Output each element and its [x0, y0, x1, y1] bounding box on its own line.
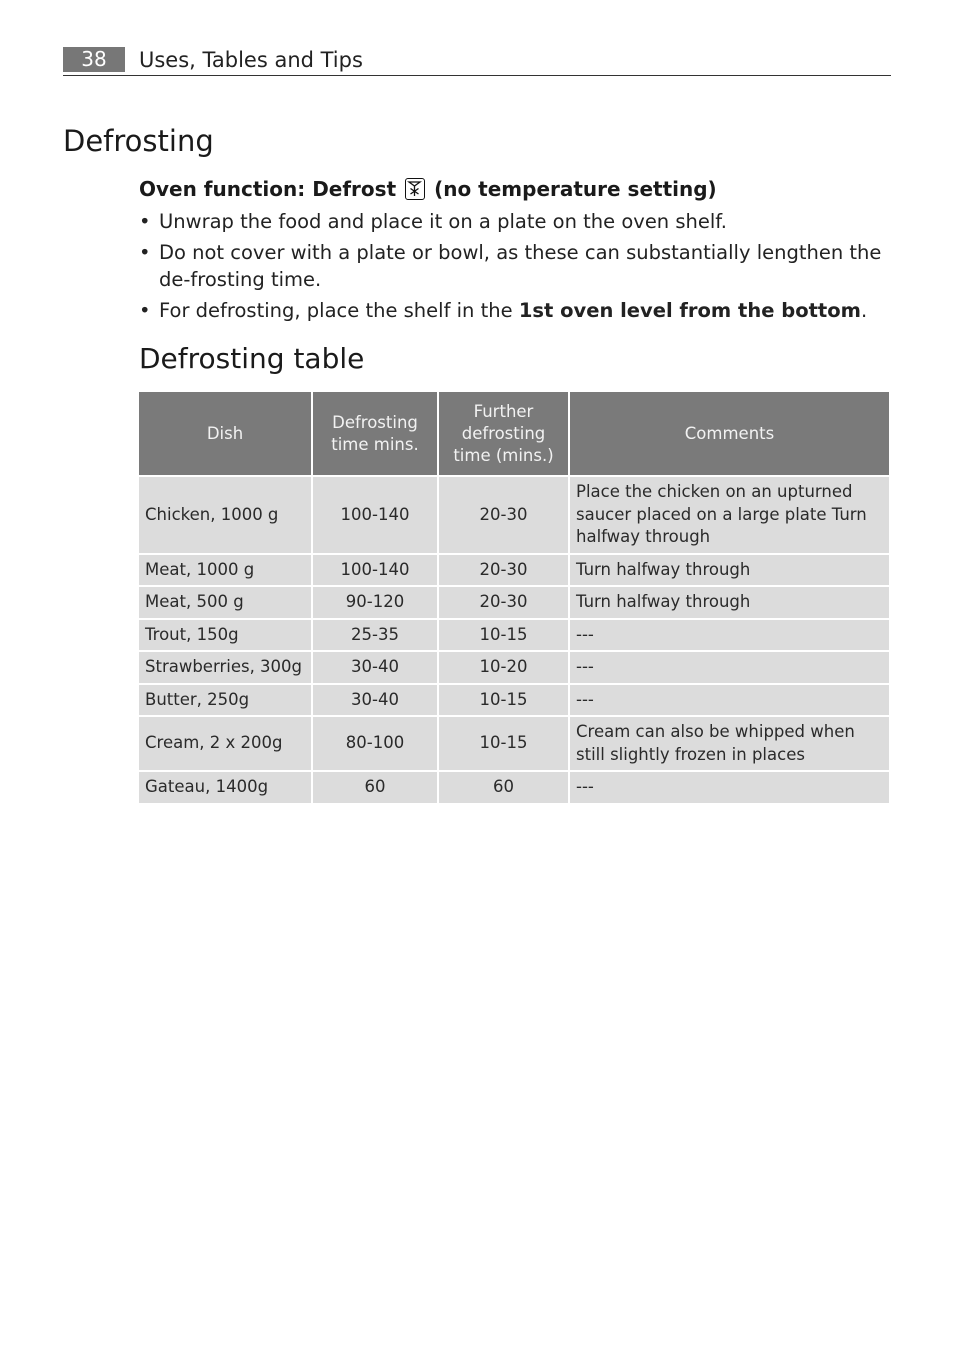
cell-dish: Cream, 2 x 200g [139, 717, 311, 770]
column-header-comments: Comments [570, 392, 889, 475]
page-title: Defrosting [63, 124, 214, 158]
cell-comments: --- [570, 772, 889, 803]
cell-further-time: 20-30 [439, 477, 568, 553]
page-header [63, 45, 891, 76]
cell-dish: Chicken, 1000 g [139, 477, 311, 553]
column-header-further-defrosting-time: Further defrosting time (mins.) [439, 392, 568, 475]
cell-comments: Turn halfway through [570, 587, 889, 618]
table-row [139, 652, 889, 683]
cell-defrosting-time: 100-140 [313, 555, 437, 586]
table-row [139, 555, 889, 586]
column-header-dish: Dish [139, 392, 311, 475]
cell-comments: Turn halfway through [570, 555, 889, 586]
cell-defrosting-time: 60 [313, 772, 437, 803]
cell-comments: --- [570, 620, 889, 651]
instruction-list [139, 208, 899, 328]
cell-further-time: 60 [439, 772, 568, 803]
cell-further-time: 10-15 [439, 620, 568, 651]
cell-comments: --- [570, 685, 889, 716]
oven-function-note: (no temperature setting) [434, 177, 717, 201]
cell-dish: Meat, 500 g [139, 587, 311, 618]
cell-comments: Place the chicken on an upturned saucer placed on a large plate Turn halfway through [570, 477, 889, 553]
cell-dish: Meat, 1000 g [139, 555, 311, 586]
cell-defrosting-time: 100-140 [313, 477, 437, 553]
table-row [139, 587, 889, 618]
cell-dish: Trout, 150g [139, 620, 311, 651]
column-header-defrosting-time: Defrosting time mins. [313, 392, 437, 475]
cell-further-time: 20-30 [439, 555, 568, 586]
list-item: • Unwrap the food and place it on a plate on the oven shelf. [139, 210, 727, 233]
cell-defrosting-time: 80-100 [313, 717, 437, 770]
table-row [139, 772, 889, 803]
cell-defrosting-time: 30-40 [313, 652, 437, 683]
cell-comments: --- [570, 652, 889, 683]
oven-function-line [139, 177, 717, 201]
table-row [139, 685, 889, 716]
page-number: 38 [63, 47, 125, 72]
list-item: • Do not cover with a plate or bowl, as these can substantially lengthen the de-frosting time. [139, 241, 882, 291]
cell-comments: Cream can also be whipped when still slightly frozen in places [570, 717, 889, 770]
table-row [139, 477, 889, 553]
table-header-row [139, 392, 889, 475]
cell-defrosting-time: 30-40 [313, 685, 437, 716]
cell-further-time: 10-20 [439, 652, 568, 683]
table-title: Defrosting table [139, 342, 365, 375]
defrost-icon [405, 178, 425, 200]
cell-dish: Gateau, 1400g [139, 772, 311, 803]
defrosting-table [137, 390, 891, 805]
cell-defrosting-time: 90-120 [313, 587, 437, 618]
oven-function-label: Oven function: Defrost [139, 177, 397, 201]
table-row [139, 620, 889, 651]
cell-further-time: 10-15 [439, 717, 568, 770]
list-item: • For defrosting, place the shelf in the 1st oven level from the bottom. [139, 299, 868, 322]
cell-dish: Strawberries, 300g [139, 652, 311, 683]
table-row [139, 717, 889, 770]
cell-defrosting-time: 25-35 [313, 620, 437, 651]
cell-dish: Butter, 250g [139, 685, 311, 716]
cell-further-time: 10-15 [439, 685, 568, 716]
section-title: Uses, Tables and Tips [139, 48, 363, 72]
cell-further-time: 20-30 [439, 587, 568, 618]
